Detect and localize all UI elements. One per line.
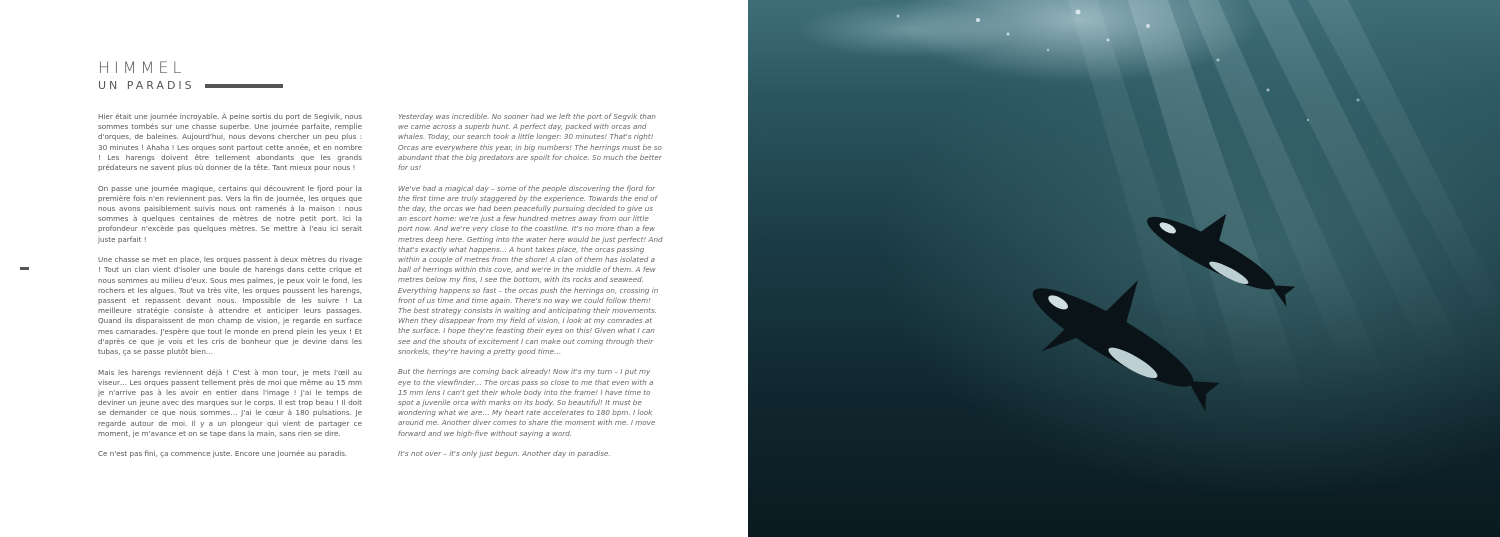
chapter-subtitle-row bbox=[98, 79, 283, 92]
english-paragraph: But the herrings are coming back already! Now it's my turn – I put my eye to the viewfinder… The orcas pass so close to me that even with a 15 mm lens I can't get their whole body into the frame! I have time to spot a juvenile orca with marks on its body. So beautiful! It must be wondering what we are… My heart rate accelerates to 180 bpm. I look around me. Another diver comes to share the moment with me. I move forward and we high-five without saying a word. bbox=[398, 367, 656, 438]
chapter-title: HIMMEL bbox=[98, 58, 186, 77]
subtitle-bar bbox=[205, 84, 283, 88]
french-paragraph: Ce n'est pas fini, ça commence juste. Encore une journée au paradis. bbox=[98, 449, 348, 459]
english-paragraph: We've had a magical day – some of the people discovering the fjord for the first time are truly staggered by the experience. Towards the end of the day, the orcas we had been peacefully pursuing decided to give us an escort home: we're just a few hundred metres away from our little port now. And we're very close to the coastline. It's no more than a few metres deep here. Getting into the water here would be just perfect! And that's exactly what happens… A hunt takes place, the orcas passing within a couple of metres from the shore! A clan of them has isolated a ball of herrings within this cove, and we're in the middle of them. A few metres below my fins, I see the bottom, with its rocks and seaweed. Everything happens so fast – the orcas push the herrings on, crossing in front of us time and time again. There's no way we could follow them! The best strategy consists in waiting and anticipating their movements. When they disappear from my field of vision, I look at my comrades at the surface. I hope they're feasting their eyes on this! Given what I can see and the shouts of excitement I can make out coming through their snorkels, they're having a pretty good time… bbox=[398, 183, 663, 356]
chapter-header bbox=[98, 58, 283, 92]
english-paragraph: Yesterday was incredible. No sooner had we left the port of Segvik than we came across a superb hunt. A perfect day, packed with orcas and whales. Today, our search took a little longer: 30 minutes! That's right! Orcas are everywhere this year, in big numbers! The herrings must be so abundant that the big predators are spoilt for choice. So much the better for us! bbox=[398, 112, 662, 173]
french-paragraph: Mais les harengs reviennent déjà ! C'est à mon tour, je mets l'œil au viseur… Les orques passent tellement près de moi que même au 15 mm je n'arrive pas à les avoir en entier dans l'image ! J'ai le temps de deviner un jeune avec des marques sur le corps. Il est trop beau ! Il doit se demander ce que nous sommes… J'ai le cœur à 180 pulsations. Je regarde autour de moi. Il y a un plongeur qui vient de partager ce moment, je m'avance et on se tape dans la main, sans rien se dire. bbox=[98, 367, 362, 438]
chapter-subtitle: UN PARADIS bbox=[98, 79, 195, 92]
french-paragraph: Une chasse se met en place, les orques passent à deux mètres du rivage ! Tout un clan vient d'isoler une boule de harengs dans cette crique et nous sommes au milieu d'eux. Sous mes palmes, je peux voir le fond, les rochers et les algues. Tout va très vite, les orques poussent les harengs, passent et repassent devant nous. Impossible de les suivre ! La meilleure stratégie consiste à attendre et anticiper leurs passages. Quand ils disparaissent de mon champ de vision, je regarde en surface mes camarades. J'espère que tout le monde en prend plein les yeux ! Et d'après ce que je vois et les cris de bonheur que je devine dans les tubas, ça se passe plutôt bien… bbox=[98, 255, 362, 357]
french-paragraph: On passe une journée magique, certains qui découvrent le fjord pour la première fois n'en reviennent pas. Vers la fin de journée, les orques que nous avons paisiblement suivis nous ont ramenés à la maison : nous sommes à quelques centaines de mètres de notre petit port. Ici la profondeur n'excède pas quelques mètres. Se mettre à l'eau ici serait juste parfait ! bbox=[98, 183, 362, 244]
english-paragraph: It's not over – it's only just begun. Another day in paradise. bbox=[398, 449, 611, 459]
french-paragraph: Hier était une journée incroyable. À peine sortis du port de Segivik, nous sommes tombés sur une chasse superbe. Une journée parfaite, remplie d'orques, de baleines. Aujourd'hui, nous devons chercher un peu plus : 30 minutes ! Ahaha ! Les orques sont partout cette année, et en nombre ! Les harengs doivent être tellement abondants que les grands prédateurs ne savent plus où donner de la tête. Tant mieux pour nous ! bbox=[98, 112, 362, 173]
orca-photo bbox=[748, 0, 1500, 537]
left-page bbox=[0, 0, 748, 537]
underwater-scene bbox=[748, 0, 1500, 537]
french-text-column bbox=[98, 112, 362, 470]
english-text-column bbox=[398, 112, 664, 470]
page-marker bbox=[20, 267, 29, 270]
